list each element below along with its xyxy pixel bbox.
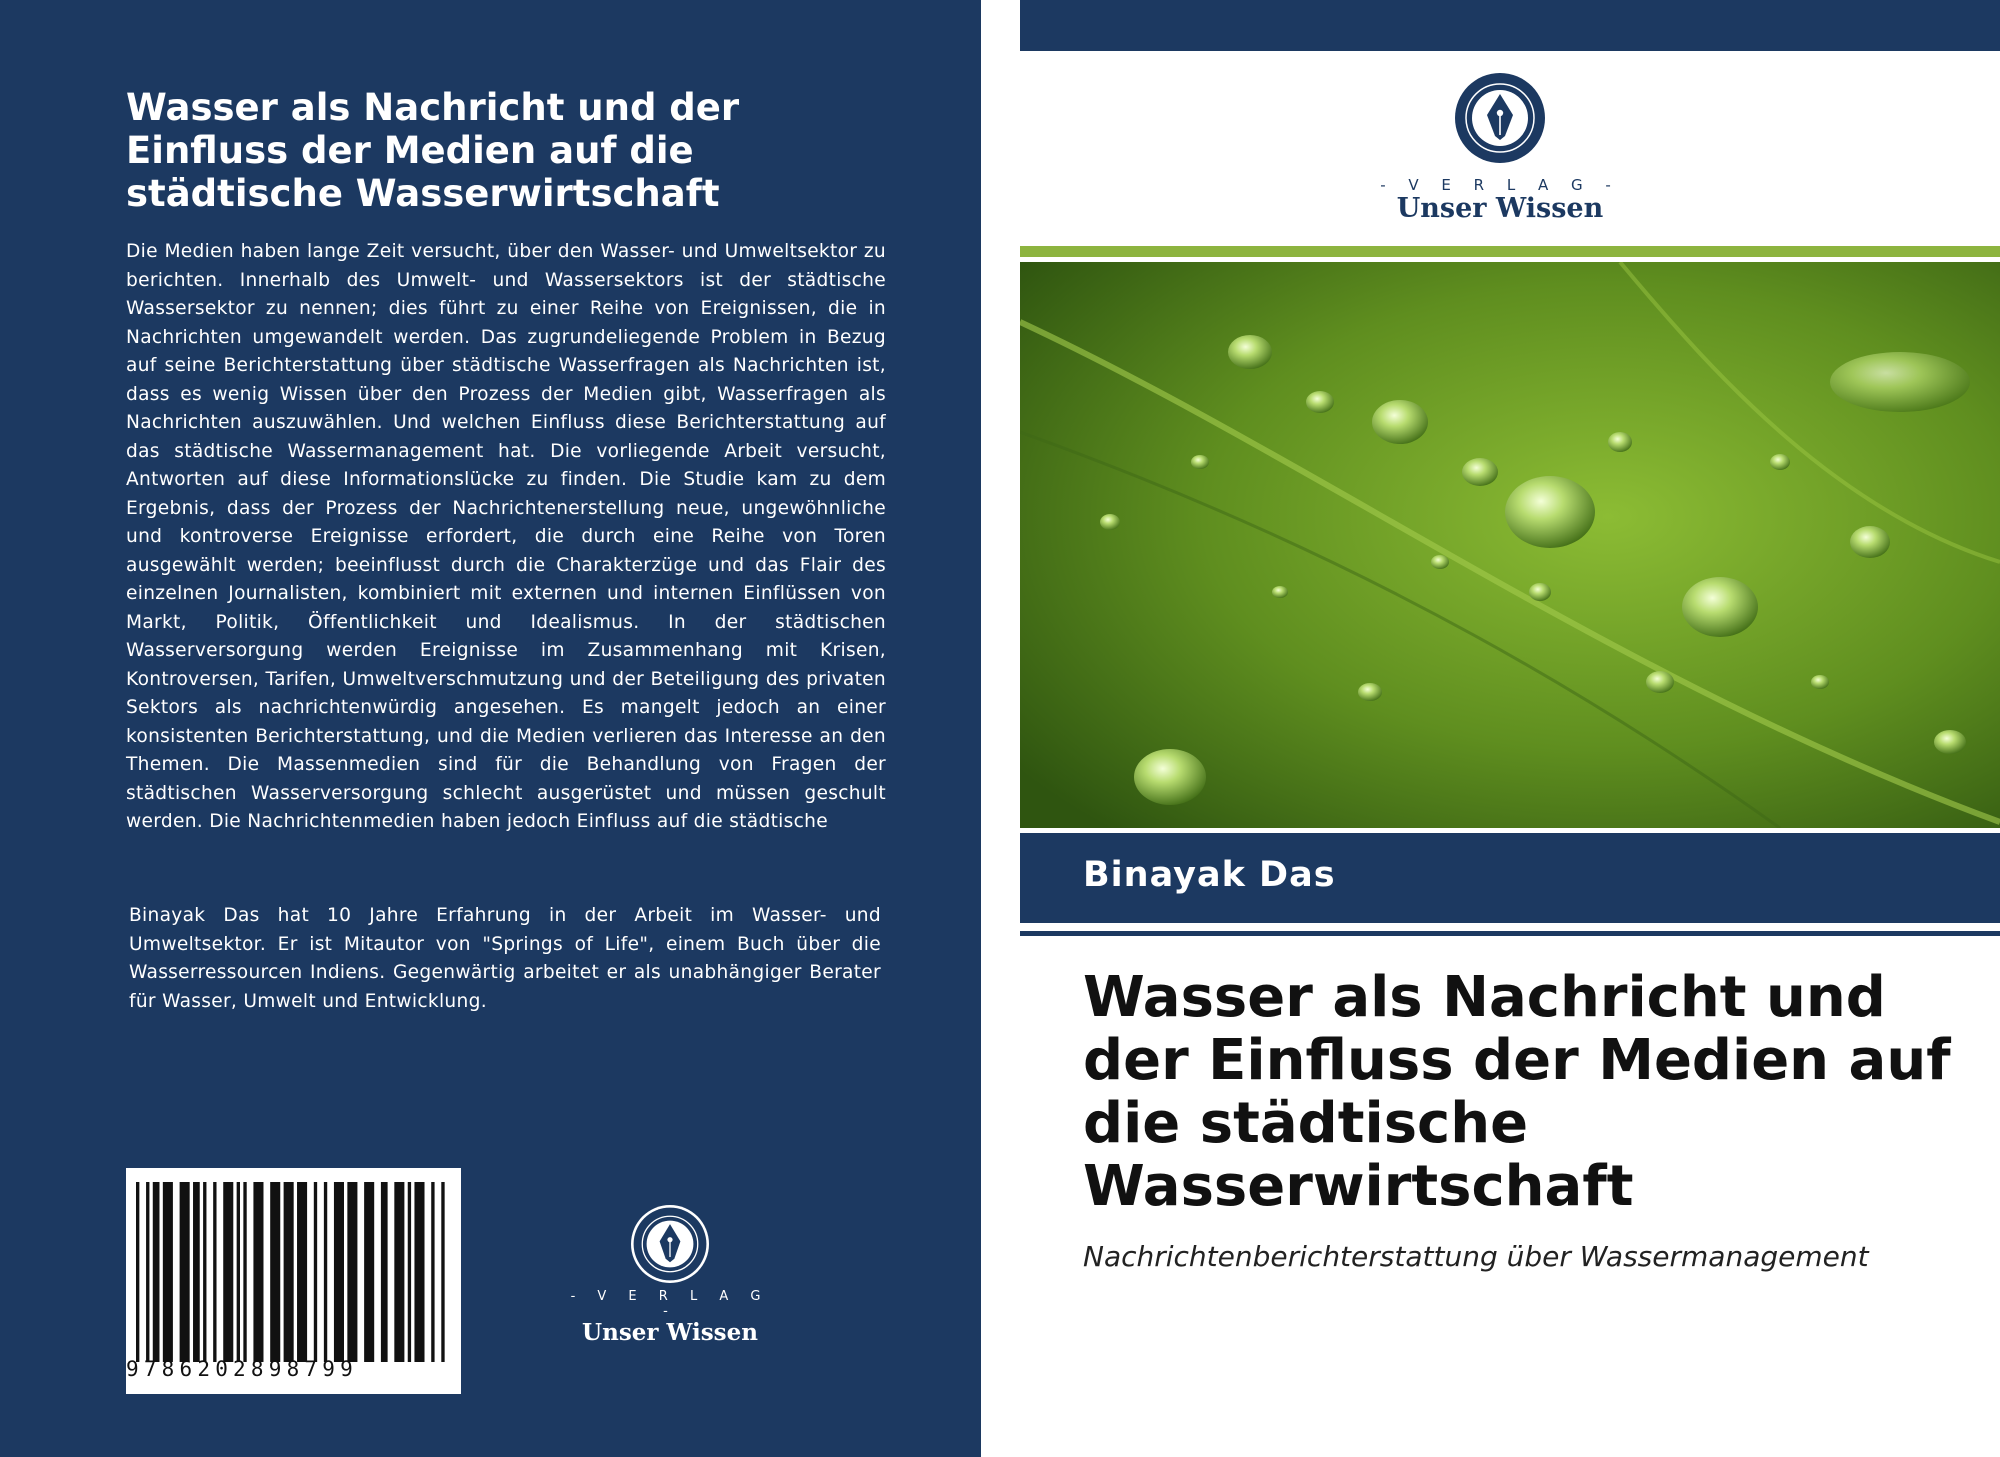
back-cover [0,0,981,1457]
fountain-pen-nib-seal-icon [1455,73,1545,163]
barcode-bar [213,1182,216,1362]
front-logo-verlag-label: - V E R L A G - [1380,176,1620,194]
barcode-bar [431,1182,434,1362]
back-cover-title: Wasser als Nachricht und der Einfluss der Medien auf die städtische Wasserwirtschaft [126,86,740,215]
barcode-bar [270,1182,280,1362]
barcode-bar [284,1182,294,1362]
isbn-barcode [126,1168,461,1394]
front-author-name: Binayak Das [1083,855,1336,895]
barcode-bar [314,1182,317,1362]
barcode-bar [237,1182,240,1362]
barcode-bar [203,1182,206,1362]
back-cover-author-bio: Binayak Das hat 10 Jahre Erfahrung in der Arbeit im Wasser- und Umweltsektor. Er ist Mitautor von "Springs of Life", einem Buch über die Wasserressourcen Indiens. Gegenwärtig arbeitet er als unabhängiger Berater für Wasser, Umwelt und Entwicklung. [129,905,881,1012]
barcode-bar [146,1182,149,1362]
barcode-bar [297,1182,307,1362]
back-cover-abstract: Die Medien haben lange Zeit versucht, über den Wasser- und Umweltsektor zu berichten. Innerhalb des Umwelt- und Wassersektors ist der städtische Wassersektor zu nennen; dies führt zu einer Reihe von Ereignissen, die in Nachrichten umgewandelt werden. Das zugrundeliegende Problem in Bezug auf seine Berichterstattung über städtische Wasserfragen als Nachrichten ist, dass es wenig Wissen über den Prozess der Medien gibt, Wasserfragen als Nachrichten auszuwählen. Und welchen Einfluss diese Berichterstattung auf das städtische Wassermanagement hat. Die vorliegende Arbeit versucht, Antworten auf diese Informationslücke zu finden. Die Studie kam zu dem Ergebnis, dass der Prozess der Nachrichtenerstellung neue, ungewöhnliche und kontroverse Ereignisse erfordert, die durch eine Reihe von Toren ausgewählt werden; beeinflusst durch die Charakterzüge und das Flair des einzelnen Journalisten, kombiniert mit externen und internen Einflüssen von Markt, Politik, Öffentlichkeit und Idealismus. In der städtischen Wasserversorgung werden Ereignisse im Zusammenhang mit Krisen, Kontroversen, Tarifen, Umweltverschmutzung und der Beteiligung des privaten Sektors als nachrichtenwürdig angesehen. Es mangelt jedoch an einer konsistenten Berichterstattung, und die Medien verlieren das Interesse an den Themen. Die Massenmedien sind für die Behandlung von Fragen der städtischen Wasserversorgung schlecht ausgerüstet und müssen geschult werden. Die Nachrichtenmedien haben jedoch Einfluss auf die städtische [126,241,886,832]
barcode-bar [223,1182,233,1362]
front-logo-publisher-name: Unser Wissen [1396,193,1604,224]
barcode-bar [381,1182,388,1362]
back-publisher-logo [570,1205,770,1346]
barcode-bar [441,1182,444,1362]
barcode-bar [394,1182,404,1362]
front-title-rule [1020,931,2000,936]
barcode-bar [136,1182,139,1362]
barcode-bar [347,1182,357,1362]
barcode-bar [163,1182,173,1362]
front-green-accent-line [1020,246,2000,257]
front-cover-subtitle: Nachrichtenberichterstattung über Wassermanagement [1083,1240,1869,1273]
cover-leaf-water-drops-photo [1020,262,2000,828]
barcode-bars [136,1182,448,1362]
barcode-bar [334,1182,344,1362]
barcode-bar [324,1182,327,1362]
barcode-digits: 9786202898799 [126,1357,358,1381]
barcode-bar [180,1182,190,1362]
fountain-pen-nib-seal-icon [631,1205,709,1283]
barcode-bar [408,1182,411,1362]
back-logo-verlag-label: - V E R L A G - [570,1289,770,1319]
front-top-bar [1020,0,2000,51]
barcode-bar [253,1182,263,1362]
front-publisher-logo [1375,73,1625,224]
barcode-bar [243,1182,246,1362]
barcode-bar [153,1182,160,1362]
barcode-bar [414,1182,424,1362]
back-logo-publisher-name: Unser Wissen [582,1319,758,1346]
barcode-bar [364,1182,374,1362]
barcode-bar [193,1182,200,1362]
front-author-band [1020,833,2000,923]
front-cover-title: Wasser als Nachricht und der Einfluss der Medien auf die städtische Wasserwirtschaft [1083,965,1951,1219]
